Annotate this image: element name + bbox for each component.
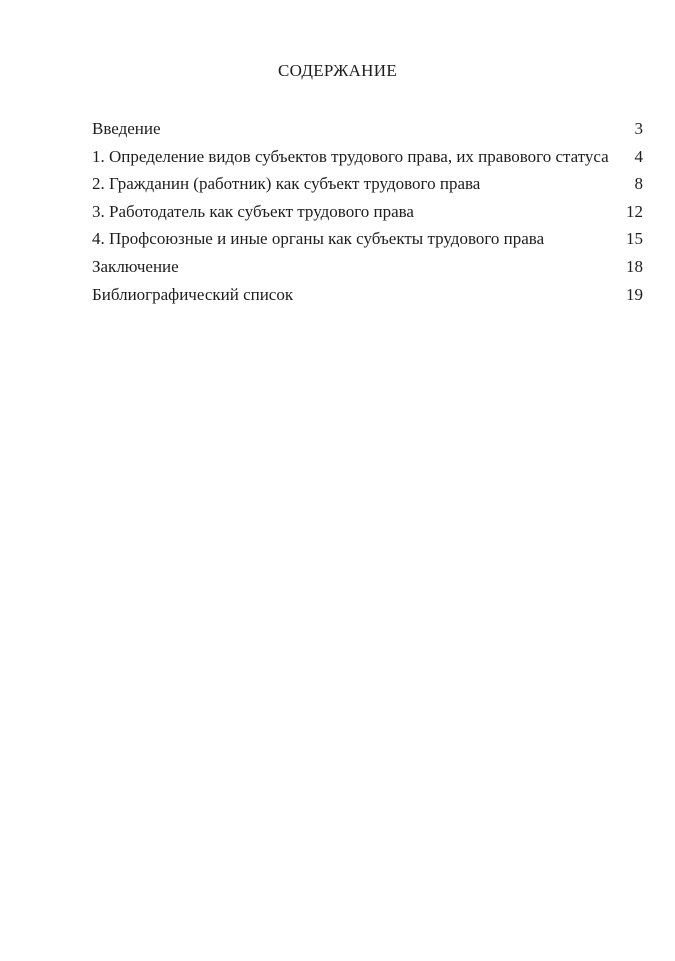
toc-row: [92, 281, 643, 309]
toc-row: [92, 115, 643, 143]
toc-item-label: 2. Гражданин (работник) как субъект трудового права: [92, 174, 481, 194]
toc-item-label: 1. Определение видов субъектов трудового права, их правового статуса: [92, 146, 609, 166]
toc-row: [92, 225, 643, 253]
toc-row: [92, 198, 643, 226]
toc-item-label: 4. Профсоюзные и иные органы как субъекты трудового права: [92, 229, 545, 249]
toc-item-page-number: 15: [626, 229, 643, 249]
page-title: СОДЕРЖАНИЕ: [277, 61, 398, 80]
toc-row: [92, 143, 643, 171]
toc-item-label: Библиографический список: [92, 284, 294, 304]
toc-item-page-number: 18: [626, 256, 643, 276]
toc-item-page-number: 8: [634, 174, 643, 194]
toc-row: [92, 170, 643, 198]
toc-item-label: 3. Работодатель как субъект трудового права: [92, 201, 414, 221]
table-of-contents: [92, 115, 643, 308]
toc-item-label: Введение: [92, 119, 161, 138]
toc-item-label: Заключение: [92, 256, 179, 276]
toc-row: [92, 253, 643, 281]
toc-item-page-number: 19: [626, 284, 643, 304]
toc-item-page-number: 12: [626, 201, 643, 221]
toc-item-page-number: 3: [634, 119, 643, 138]
toc-item-page-number: 4: [634, 146, 643, 166]
